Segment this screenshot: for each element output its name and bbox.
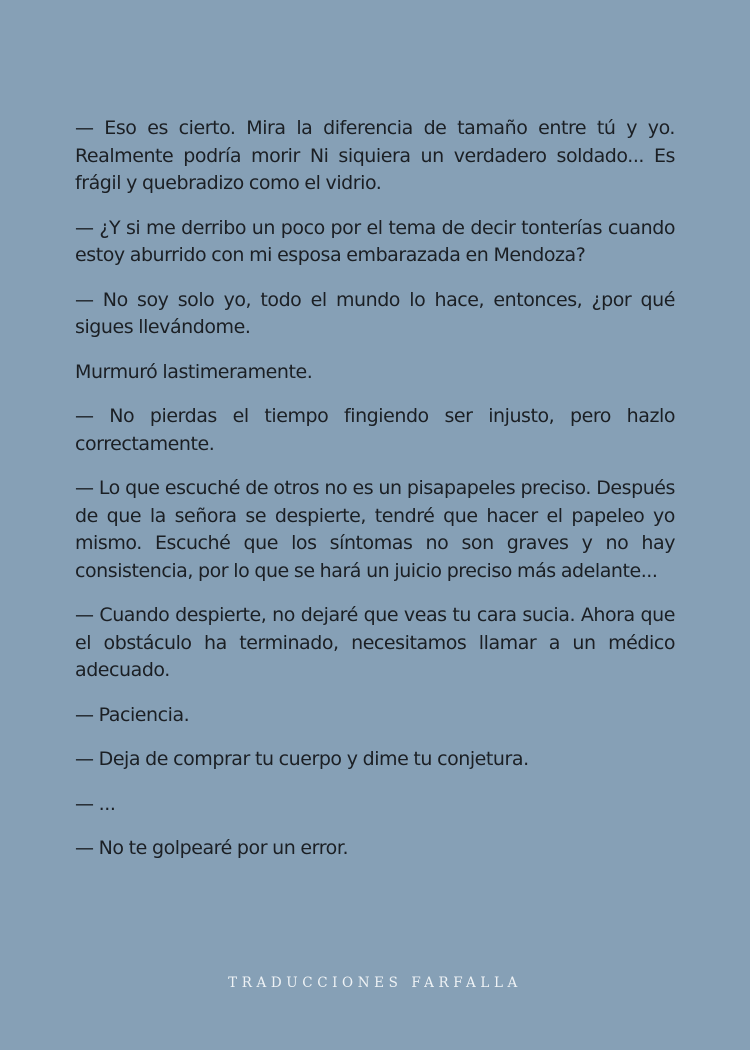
paragraph-9: — Deja de comprar tu cuerpo y dime tu conjetura. [75, 748, 529, 770]
paragraph-8: — Paciencia. [75, 703, 190, 726]
paragraph-6: — Lo que escuché de otros no es un pisapapeles preciso. Después de que la señora se despierte, tendré que hacer el papeleo yo mismo. Escuché que los síntomas no son graves y no hay consistencia, por lo que se hará un juicio preciso más adelante... [75, 477, 675, 582]
paragraph-3: — No soy solo yo, todo el mundo lo hace, entonces, ¿por qué sigues llevándome. [75, 288, 675, 338]
paragraph-11: — No te golpearé por un error. [75, 837, 349, 859]
paragraph-7: — Cuando despierte, no dejaré que veas tu cara sucia. Ahora que el obstáculo ha terminado, necesitamos llamar a un médico adecuado. [75, 604, 675, 681]
paragraph-4: Murmuró lastimeramente. [75, 360, 313, 383]
paragraph-10: — ... [75, 792, 116, 815]
translator-credit-footer: TRADUCCIONES FARFALLA [228, 975, 522, 991]
paragraph-5: — No pierdas el tiempo fingiendo ser injusto, pero hazlo correctamente. [75, 405, 675, 455]
paragraph-2: — ¿Y si me derribo un poco por el tema de decir tonterías cuando estoy aburrido con mi esposa embarazada en Mendoza? [75, 216, 675, 266]
paragraph-1: — Eso es cierto. Mira la diferencia de tamaño entre tú y yo. Realmente podría morir Ni siquiera un verdadero soldado... Es frágil y quebradizo como el vidrio. [75, 117, 675, 194]
page-text-body [75, 115, 675, 880]
